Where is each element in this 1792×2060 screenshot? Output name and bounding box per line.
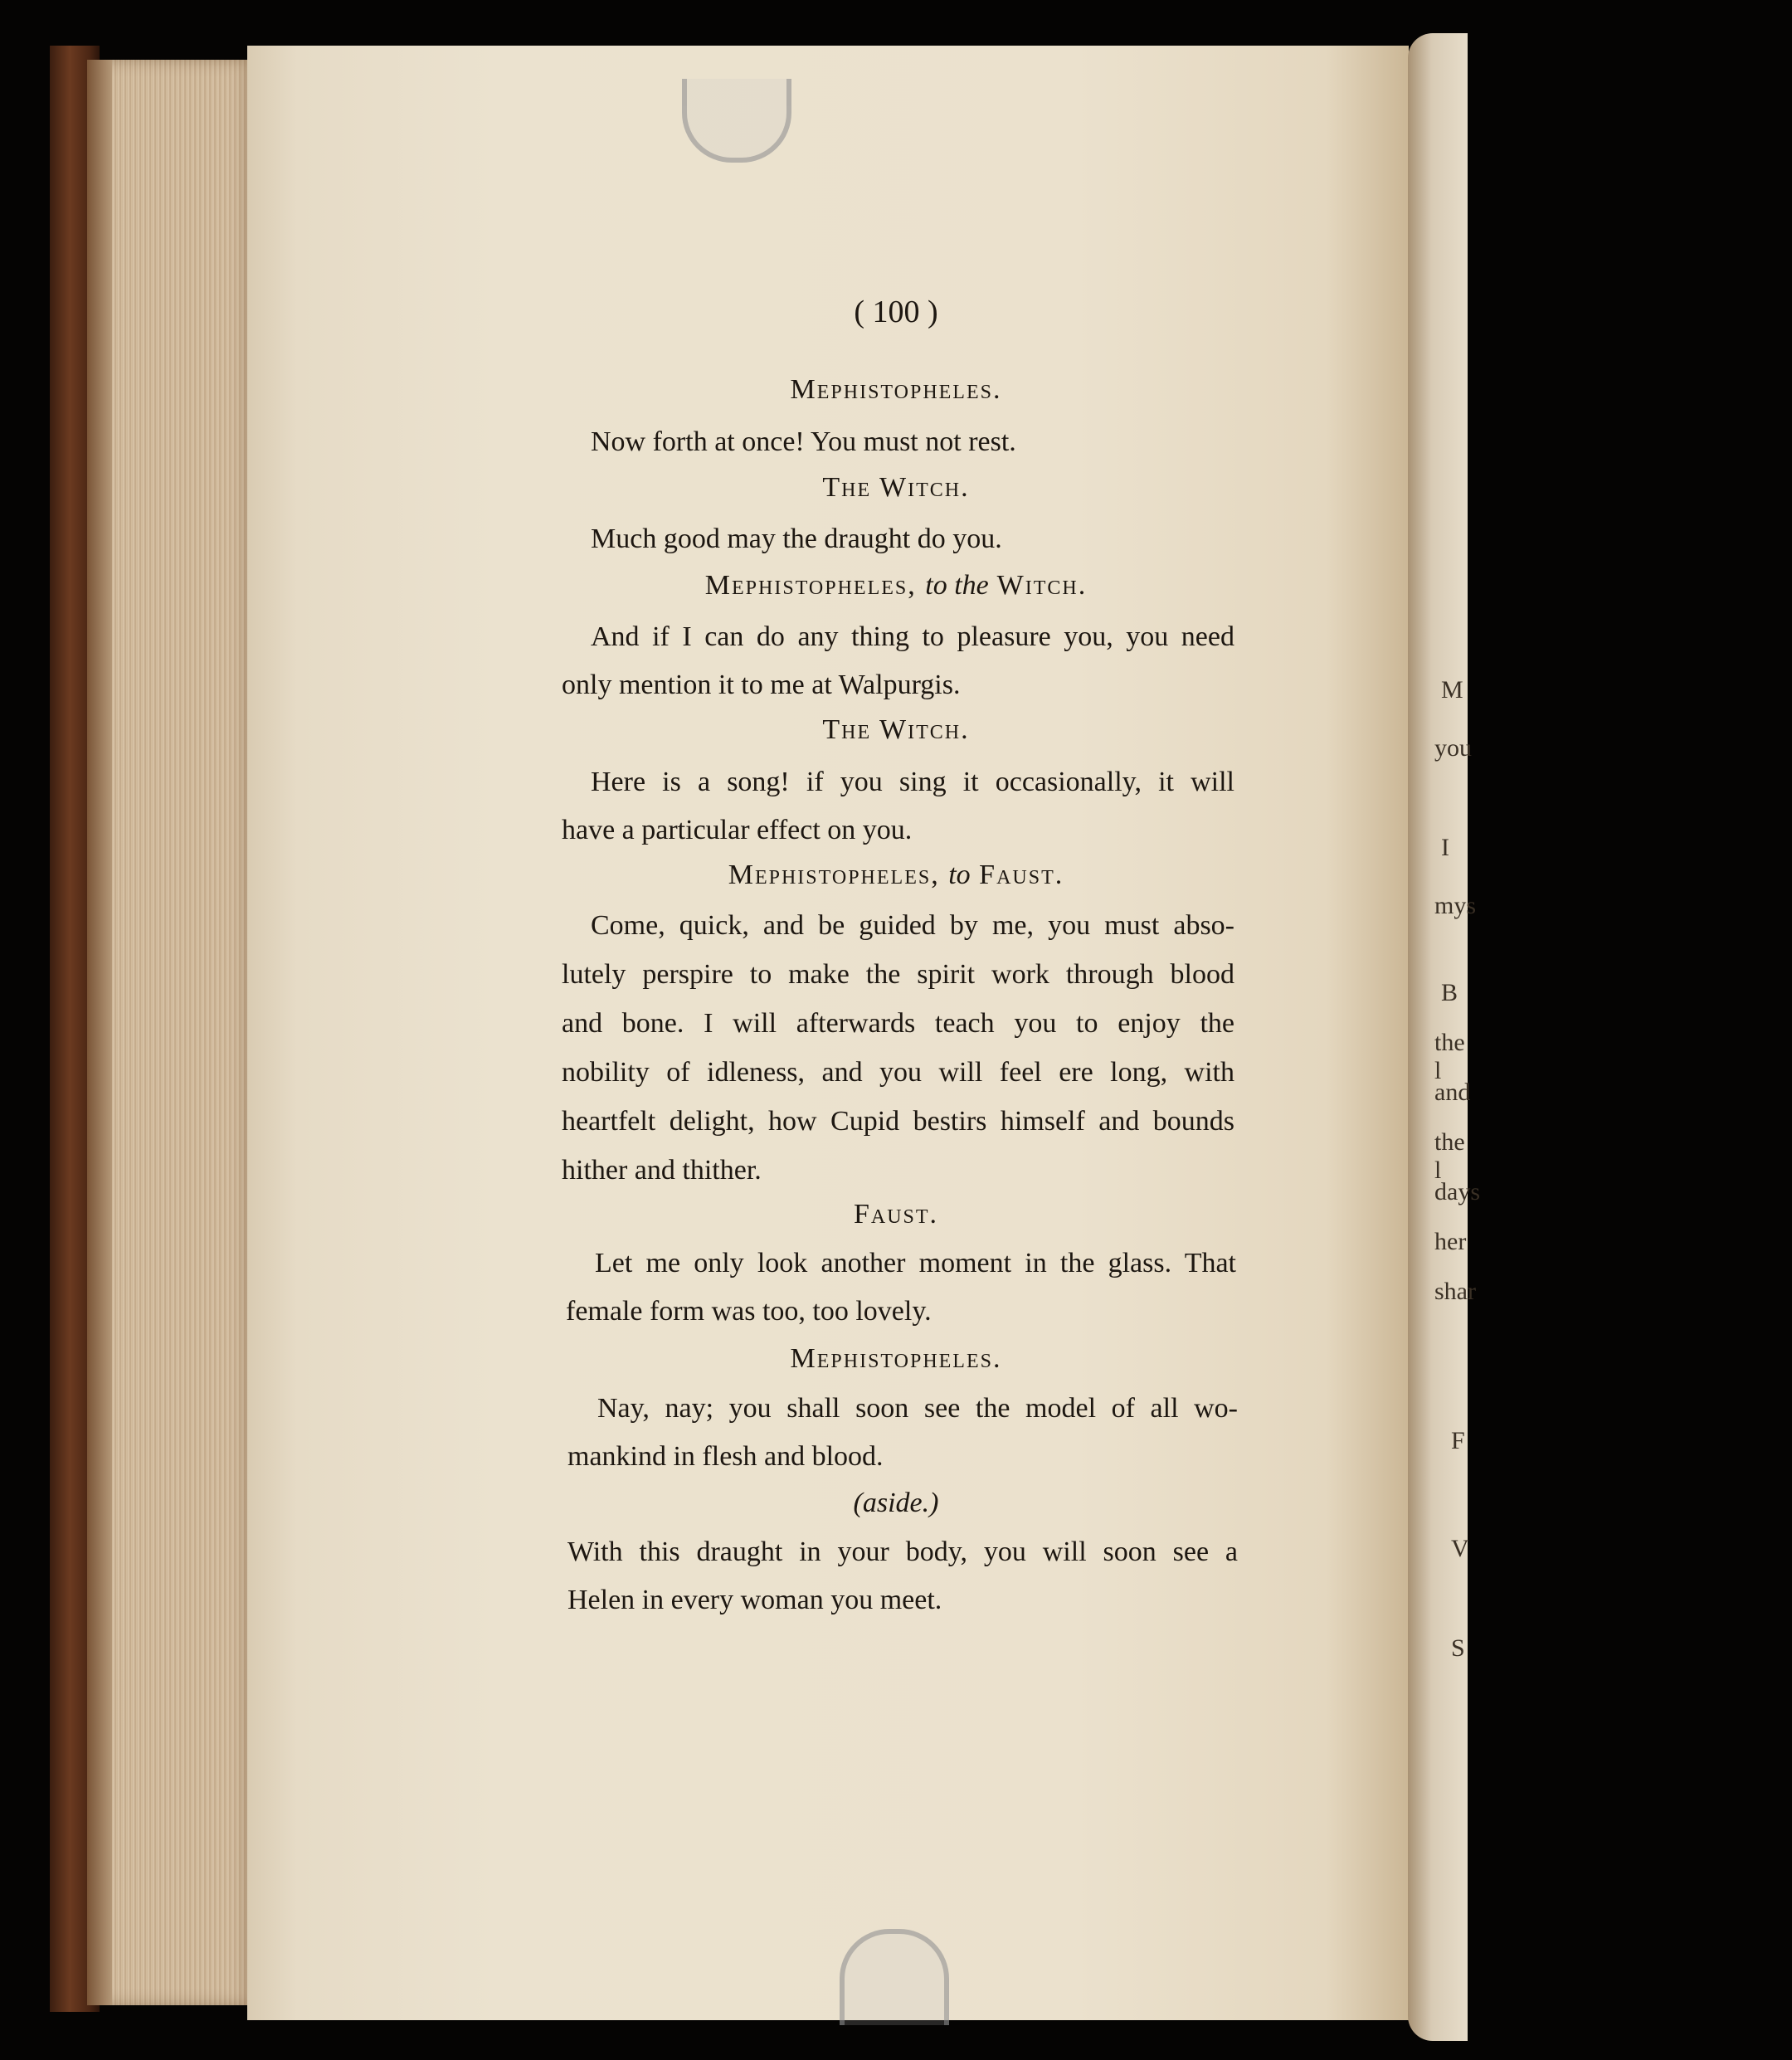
speaker-heading: The Witch. [822,472,970,503]
next-page-edge [1408,33,1480,2041]
speaker-heading [0,860,1792,890]
speaker-heading: The Witch. [822,714,970,745]
dialogue-line: mankind in flesh and blood. [567,1441,884,1472]
dialogue-line: hither and thither. [562,1155,762,1186]
next-page-fragment: M [1441,676,1463,704]
dialogue-line: lutely perspire to make the spirit work through blood [562,959,1234,990]
dialogue-line: Let me only look another moment in the glass. That [595,1248,1236,1278]
dialogue-line: female form was too, too lovely. [566,1296,932,1327]
next-page-fragment: V [1451,1535,1469,1562]
speaker-heading [0,571,1792,601]
stage-direction: to [948,860,971,890]
dialogue-line: and bone. I will afterwards teach you to enjoy the [562,1008,1234,1039]
next-page-fragment: days [1434,1178,1480,1205]
speaker-target: Witch. [988,570,1088,601]
next-page-fragment: I [1441,834,1449,861]
next-page-fragment: the l [1434,1128,1465,1184]
next-page-fragment: shar [1434,1278,1476,1305]
dialogue-line: Nay, nay; you shall soon see the model of all wo- [597,1393,1238,1424]
speaker-name: Mephistopheles, [704,570,926,601]
page-edges [87,60,253,2005]
dialogue-line: Now forth at once! You must not rest. [591,426,1016,457]
next-page-fragment: mys [1434,892,1477,919]
stage-direction: to the [925,570,989,601]
speaker-heading: Faust. [853,1199,939,1230]
dialogue-line: Helen in every woman you meet. [567,1585,942,1615]
stage-direction: (aside.) [853,1488,939,1518]
dialogue-line: heartfelt delight, how Cupid bestirs himself and bounds [562,1106,1234,1137]
speaker-target: Faust. [970,860,1064,890]
dialogue-line: nobility of idleness, and you will feel ere long, with [562,1057,1234,1088]
page-number: ( 100 ) [854,295,938,329]
next-page-fragment: B [1441,979,1458,1006]
page-edges-shadow [87,60,112,2005]
next-page-fragment: F [1451,1427,1465,1454]
dialogue-line: only mention it to me at Walpurgis. [562,670,961,700]
dialogue-line: With this draught in your body, you will soon see a [567,1536,1238,1567]
speaker-heading: Mephistopheles. [790,1343,1002,1374]
next-page-fragment: S [1451,1634,1465,1662]
dialogue-line: have a particular effect on you. [562,815,913,845]
dialogue-line: And if I can do any thing to pleasure you, you need [591,621,1234,652]
next-page-fragment: her [1434,1228,1467,1255]
next-page-fragment: you [1434,734,1472,762]
page-clip-bottom [840,1929,949,2025]
dialogue-line: Much good may the draught do you. [591,524,1002,554]
speaker-name: Mephistopheles, [728,860,949,890]
dialogue-line: Come, quick, and be guided by me, you must abso- [591,910,1234,941]
dialogue-line: Here is a song! if you sing it occasionally, it will [591,767,1234,797]
next-page-fragment: and [1434,1079,1471,1106]
speaker-heading: Mephistopheles. [790,374,1002,405]
next-page-fragment: the l [1434,1029,1465,1084]
